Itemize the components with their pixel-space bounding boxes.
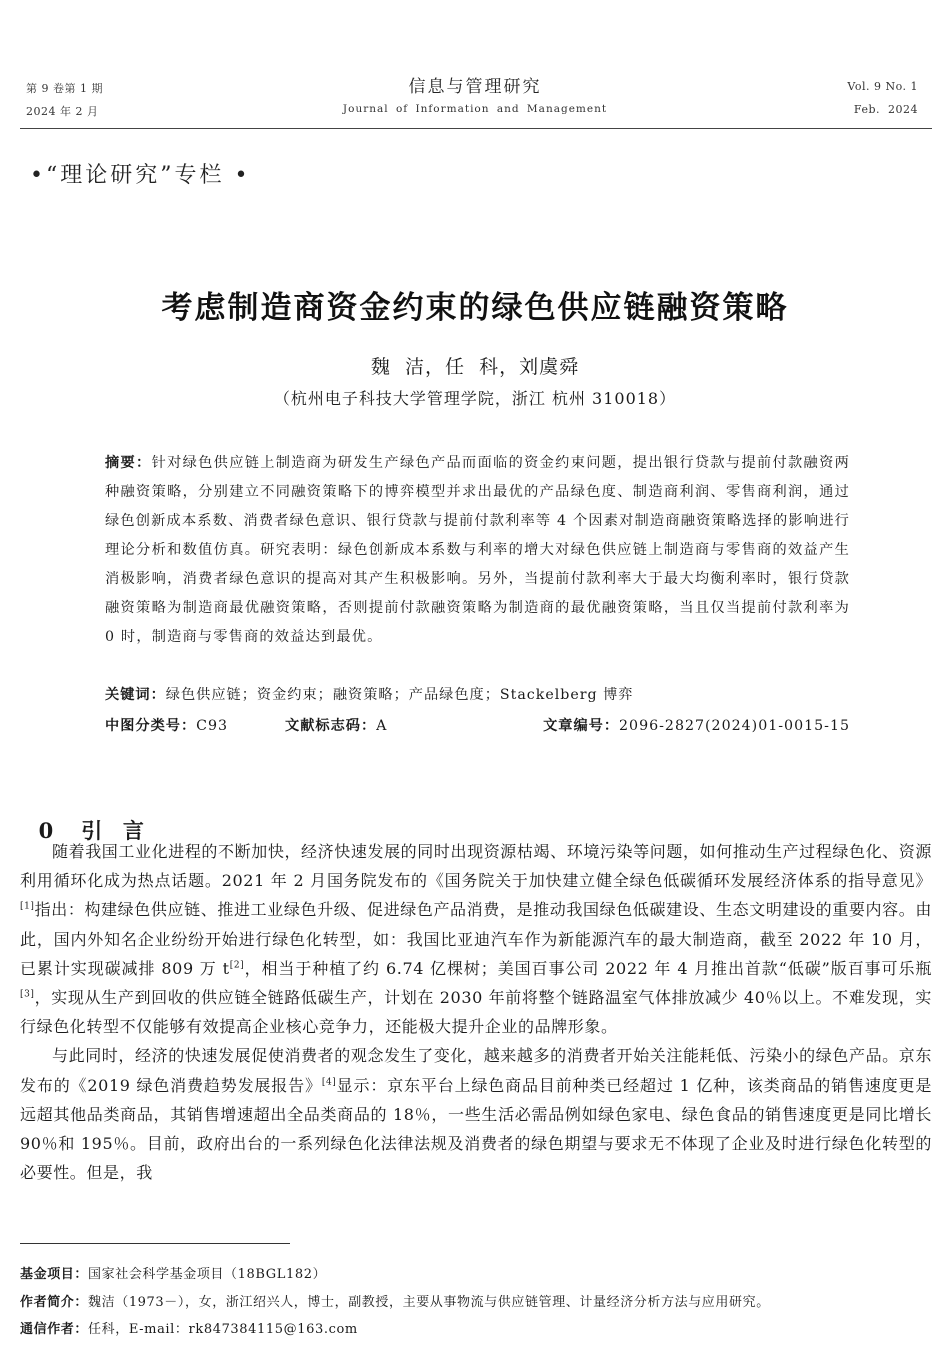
date-en: Feb. 2024: [853, 103, 918, 116]
footnote-fund: [20, 1263, 326, 1282]
citation-ref[interactable]: [1]: [20, 902, 35, 913]
article-value: 2096-2827(2024)01-0015-15: [619, 718, 850, 734]
fund-label: 基金项目：: [20, 1267, 89, 1282]
paragraph-text: ，实现从生产到回收的供应链全链路低碳生产，计划在 2030 年前将整个链路温室气体排放减少 40％以上。不难发现，实行绿色化转型不仅能够有效提高企业核心竞争力，还能极大提升企业的品牌形象。: [20, 988, 932, 1037]
date-cn: 2024 年 2 月: [26, 105, 99, 118]
article-number: [543, 715, 850, 735]
issue-en: Vol. 9 No. 1: [847, 80, 918, 93]
journal-title-cn: 信息与管理研究: [408, 77, 542, 97]
section-number: 0: [38, 818, 56, 843]
paragraph-text: ，相当于种植了约 6.74 亿棵树；美国百事公司 2022 年 4 月推出首款“低碳”版百事可乐瓶: [244, 958, 932, 978]
issue-cn: 第 9 卷第 1 期: [26, 82, 103, 95]
footnote-author: [20, 1291, 770, 1310]
doc-value: A: [376, 718, 388, 734]
authors: 魏 洁，任 科，刘虞舜: [370, 356, 580, 378]
keywords: [105, 684, 633, 704]
column-label: •“理论研究”专栏 •: [30, 163, 251, 188]
citation-ref[interactable]: [2]: [229, 960, 245, 971]
paragraph-text: 随着我国工业化进程的不断加快，经济快速发展的同时出现资源枯竭、环境污染等问题，如何推动生产过程绿色化、资源利用循环化成为热点话题。2021 年 2 月国务院发布的《国务院关于加快建立健全绿色低碳循环发展经济体系的指导意见》: [20, 842, 932, 891]
abstract: [105, 449, 850, 652]
abstract-label: 摘要：: [105, 455, 152, 471]
header-rule: [20, 128, 932, 129]
paragraph-text: 指出：构建绿色供应链、推进工业绿色升级、促进绿色产品消费，是推动我国绿色低碳建设、生态文明建设的重要内容。由此，国内外知名企业纷纷开始进行绿色化转型，如：我国比亚迪汽车作为新能源汽车的最大制造商，截至 2022 年 10 月，已累计实现碳减排 809 万 t: [20, 900, 932, 978]
body-text: [20, 837, 932, 1187]
footnote-corresponding: [20, 1318, 358, 1337]
clc-label: 中图分类号：: [105, 718, 197, 734]
paper-title: 考虑制造商资金约束的绿色供应链融资策略: [161, 290, 789, 326]
author-label: 作者简介：: [20, 1295, 89, 1310]
citation-ref[interactable]: [3]: [20, 989, 35, 1000]
corr-label: 通信作者：: [20, 1322, 89, 1337]
paragraph-text: 与此同时，经济的快速发展促使消费者的观念发生了变化，越来越多的消费者开始关注能耗低、污染小的绿色产品。京东发布的《2019 绿色消费趋势发展报告》: [20, 1046, 932, 1095]
footnote-rule: [20, 1243, 290, 1244]
citation-ref[interactable]: [4]: [321, 1077, 337, 1088]
paragraph: [20, 837, 932, 1041]
clc-code: [105, 715, 228, 735]
section-title: 引 言: [81, 818, 146, 843]
abstract-text: 针对绿色供应链上制造商为研发生产绿色产品而面临的资金约束问题，提出银行贷款与提前付款融资两种融资策略，分别建立不同融资策略下的博弈模型并求出最优的产品绿色度、制造商利润、零售商利润，通过绿色创新成本系数、消费者绿色意识、银行贷款与提前付款利率等 4 个因素对制造商融资策略选择的影响进行理论分析和数值仿真。研究表明：绿色创新成本系数与利率的增大对绿色供应链上制造商与零售商的效益产生消极影响，消费者绿色意识的提高对其产生积极影响。另外，当提前付款利率大于最大均衡利率时，银行贷款融资策略为制造商最优融资策略，否则提前付款融资策略为制造商的最优融资策略，当且仅当提前付款利率为 0 时，制造商与零售商的效益达到最优。: [105, 455, 850, 645]
journal-title-en: Journal of Information and Management: [342, 103, 608, 115]
author-text: 魏洁（1973－），女，浙江绍兴人，博士，副教授，主要从事物流与供应链管理、计量经济分析方法与应用研究。: [88, 1295, 770, 1310]
paragraph-text: 显示：京东平台上绿色商品目前种类已经超过 1 亿种，该类商品的销售速度更是远超其他品类商品，其销售增速超出全品类商品的 18％，一些生活必需品例如绿色家电、绿色食品的销售速度更是同比增长 90％和 195％。目前，政府出台的一系列绿色化法律法规及消费者的绿色期望与要求无不体现了企业及时进行绿色化转型的必要性。但是，我: [20, 1075, 932, 1183]
paragraph: [20, 1041, 932, 1187]
document-code: [285, 715, 387, 735]
corr-text[interactable]: 任科，E-mail：rk847384115@163.com: [88, 1322, 358, 1337]
affiliation: （杭州电子科技大学管理学院，浙江 杭州 310018）: [273, 389, 677, 408]
keywords-text: 绿色供应链；资金约束；融资策略；产品绿色度；Stackelberg 博弈: [165, 687, 634, 703]
fund-text: 国家社会科学基金项目（18BGL182）: [88, 1267, 327, 1282]
keywords-label: 关键词：: [105, 687, 166, 703]
article-label: 文章编号：: [543, 718, 620, 734]
clc-value: C93: [196, 718, 229, 734]
doc-label: 文献标志码：: [285, 718, 377, 734]
